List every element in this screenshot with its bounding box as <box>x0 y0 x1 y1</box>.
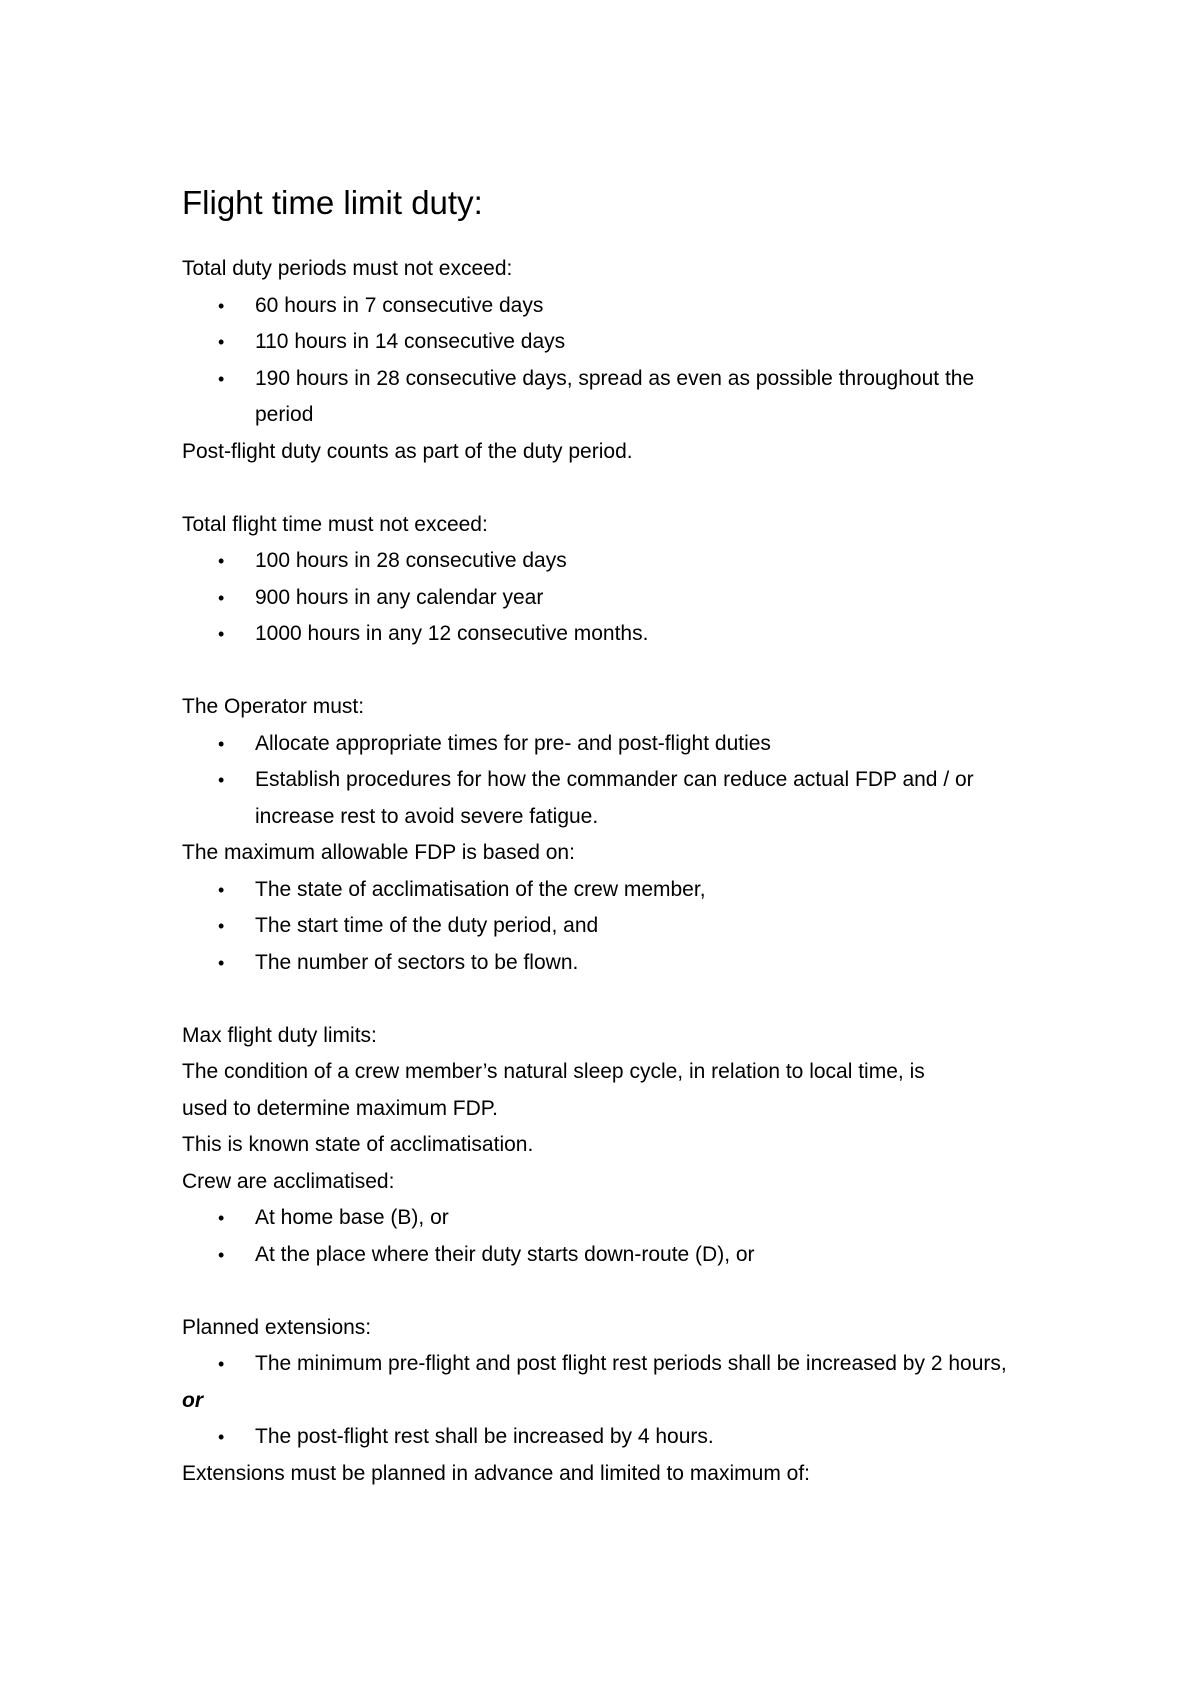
bullet-icon: • <box>218 1427 225 1447</box>
list-item: • 1000 hours in any 12 consecutive months. <box>182 616 1035 653</box>
planned-extensions-heading: Planned extensions: <box>182 1315 372 1339</box>
bullet-icon: • <box>218 551 225 571</box>
bullet-icon: • <box>218 1208 225 1228</box>
max-flight-duty-line-3: This is known state of acclimatisation. <box>182 1133 534 1156</box>
document-body <box>182 178 1042 1492</box>
max-fdp-list <box>182 872 1042 982</box>
list-item: • 100 hours in 28 consecutive days <box>182 543 1035 580</box>
list-item: • At the place where their duty starts down-route (D), or <box>182 1237 1035 1274</box>
spacer <box>182 470 1042 507</box>
duty-periods-intro: Total duty periods must not exceed: <box>182 257 513 280</box>
max-flight-duty-line-4: Crew are acclimatised: <box>182 1169 395 1193</box>
bullet-icon: • <box>218 952 225 973</box>
list-item: • 60 hours in 7 consecutive days <box>182 288 1035 325</box>
spacer <box>182 1273 1042 1310</box>
or-label: or <box>182 1388 203 1412</box>
list-item: • The state of acclimatisation of the crew member, <box>182 872 1035 909</box>
planned-extensions-closing: Extensions must be planned in advance and limited to maximum of: <box>182 1461 811 1485</box>
list-item: • 900 hours in any calendar year <box>182 580 1035 617</box>
list-item: • 110 hours in 14 consecutive days <box>182 324 1035 361</box>
bullet-icon: • <box>218 879 225 900</box>
list-item: • The number of sectors to be flown. <box>182 945 1035 982</box>
list-item: • The start time of the duty period, and <box>182 908 1035 945</box>
flight-time-list <box>182 543 1042 653</box>
bullet-icon: • <box>218 770 225 790</box>
operator-list <box>182 726 1042 836</box>
list-item: • 190 hours in 28 consecutive days, spread as even as possible throughout the period <box>182 361 1035 434</box>
bullet-icon: • <box>218 368 225 389</box>
list-item: • Establish procedures for how the commander can reduce actual FDP and / or increase rest to avoid severe fatigue. <box>182 762 1035 835</box>
spacer <box>182 981 1042 1018</box>
bullet-icon: • <box>218 587 225 608</box>
bullet-icon: • <box>218 1354 225 1374</box>
list-item: • Allocate appropriate times for pre- and post-flight duties <box>182 726 1035 763</box>
planned-extensions-list-b <box>182 1419 1042 1456</box>
page-title: Flight time limit duty: <box>182 184 483 221</box>
max-flight-duty-heading: Max flight duty limits: <box>182 1023 377 1047</box>
flight-time-intro: Total flight time must not exceed: <box>182 512 488 536</box>
bullet-icon: • <box>218 295 225 316</box>
bullet-icon: • <box>218 733 225 754</box>
planned-extensions-list-a <box>182 1346 1042 1383</box>
list-item: • The minimum pre-flight and post flight rest periods shall be increased by 2 hours, <box>182 1346 1035 1383</box>
list-item: • At home base (B), or <box>182 1200 1035 1237</box>
operator-intro: The Operator must: <box>182 695 365 718</box>
bullet-icon: • <box>218 332 225 352</box>
max-flight-duty-line-1: The condition of a crew member’s natural sleep cycle, in relation to local time, is <box>182 1060 925 1083</box>
list-item: • The post-flight rest shall be increased by 4 hours. <box>182 1419 1035 1456</box>
duty-periods-list <box>182 288 1042 434</box>
duty-periods-note: Post-flight duty counts as part of the duty period. <box>182 439 633 463</box>
bullet-icon: • <box>218 624 225 644</box>
spacer <box>182 653 1042 690</box>
bullet-icon: • <box>218 916 225 936</box>
max-flight-duty-line-2: used to determine maximum FDP. <box>182 1096 498 1120</box>
acclimatised-list <box>182 1200 1042 1273</box>
bullet-icon: • <box>218 1244 225 1265</box>
max-fdp-intro: The maximum allowable FDP is based on: <box>182 841 575 864</box>
